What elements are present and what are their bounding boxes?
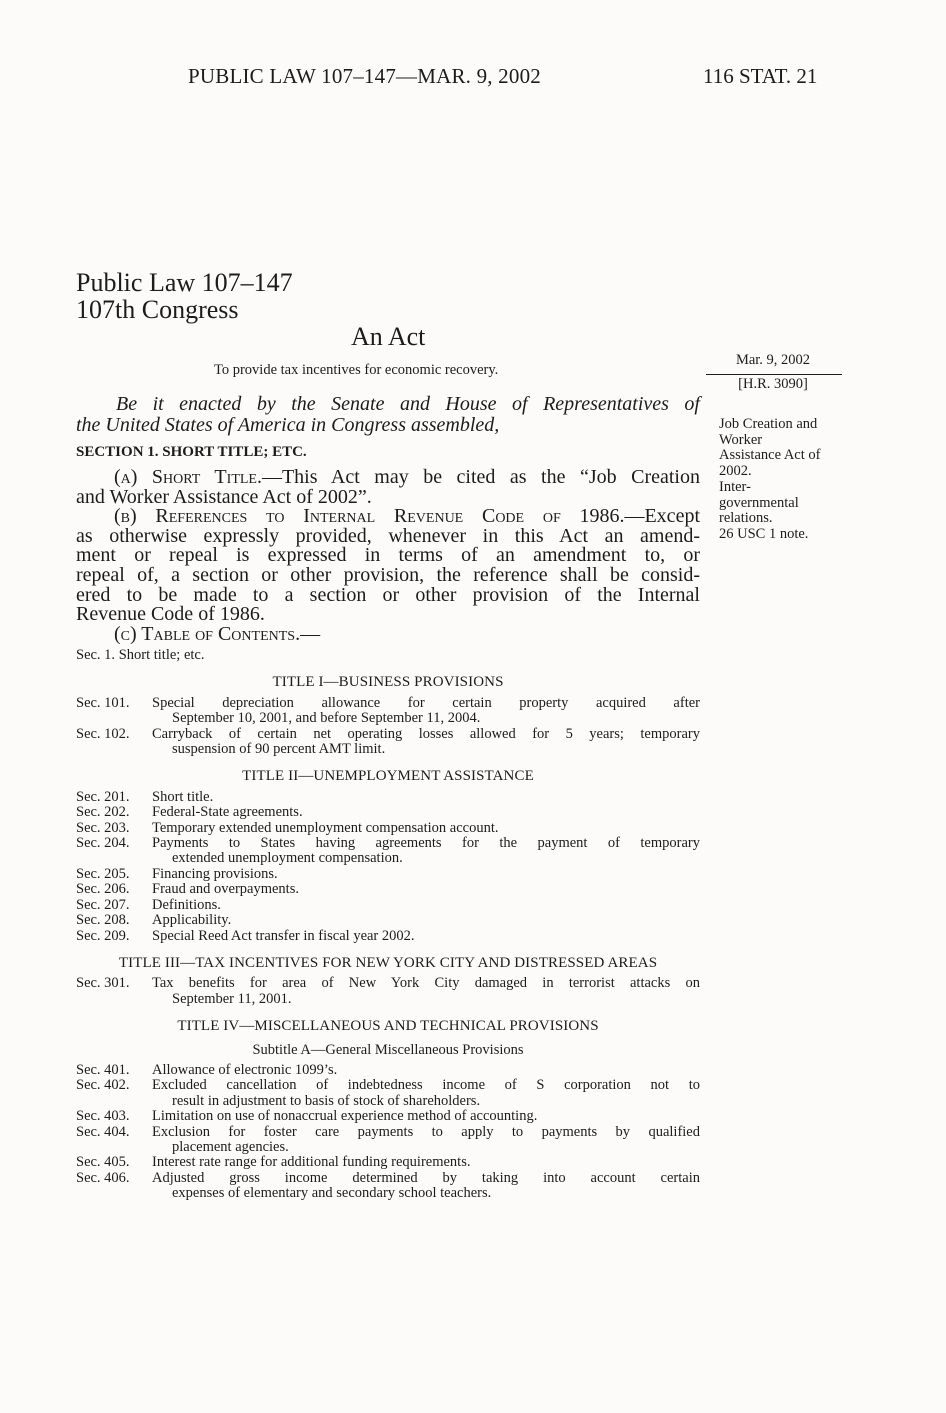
toc-entry xyxy=(76,1063,700,1078)
subsection-c-label: (c) Table of Contents.— xyxy=(114,622,321,645)
toc-entry-line: Allowance of electronic 1099’s. xyxy=(152,1061,338,1078)
toc-entry xyxy=(76,1171,700,1202)
toc-entry-text xyxy=(152,867,700,882)
subsection-b-line: Revenue Code of 1986. xyxy=(76,603,265,626)
subsection-a-line: and Worker Assistance Act of 2002”. xyxy=(76,485,372,508)
margin-note-line: 2002. xyxy=(719,463,752,480)
toc-entry-number: Sec. 206. xyxy=(76,881,130,898)
toc-entry-line: Short title. xyxy=(152,788,214,805)
toc-entry-text xyxy=(152,1155,700,1170)
toc-entry xyxy=(76,913,700,928)
toc-entry-line: Carryback of certain net operating losses allowed for 5 years; temporary xyxy=(152,725,700,742)
toc-entry-line: Limitation on use of nonaccrual experience method of accounting. xyxy=(152,1108,538,1125)
toc-entry-text xyxy=(152,790,700,805)
margin-note-line: 26 USC 1 note. xyxy=(719,525,809,542)
toc-entry-line: Applicability. xyxy=(152,912,232,929)
toc-entry-text: Short title; etc. xyxy=(118,647,205,663)
toc-entry-text xyxy=(152,727,700,758)
margin-note-line: relations. xyxy=(719,510,773,527)
toc-entry-number: Sec. 205. xyxy=(76,865,130,882)
toc-entry-line: Interest rate range for additional funding requirements. xyxy=(152,1154,471,1171)
toc-entry xyxy=(76,1078,700,1109)
toc-entry-line: Federal-State agreements. xyxy=(152,804,303,821)
toc-entry-continuation: extended unemployment compensation. xyxy=(172,850,403,867)
toc-entry xyxy=(76,867,700,882)
toc-entry-number: Sec. 102. xyxy=(76,725,130,742)
toc-entry-number: Sec. 203. xyxy=(76,819,130,836)
toc-entry xyxy=(76,790,700,805)
toc-entry xyxy=(76,696,700,727)
toc-entry-number: Sec. 401. xyxy=(76,1061,130,1078)
toc-entry-line: Financing provisions. xyxy=(152,865,278,882)
toc-entry xyxy=(76,727,700,758)
toc-entry-line: Definitions. xyxy=(152,896,221,913)
running-header-title: PUBLIC LAW 107–147—MAR. 9, 2002 xyxy=(188,64,541,88)
toc-entry-number: Sec. 404. xyxy=(76,1123,130,1140)
toc-entry-continuation: result in adjustment to basis of stock of shareholders. xyxy=(172,1092,481,1109)
toc-subtitle-heading: Subtitle A—General Miscellaneous Provisions xyxy=(252,1041,524,1058)
toc-title-4-list xyxy=(76,1063,700,1202)
enacting-clause-line: Be it enacted by the Senate and House of Representatives of xyxy=(116,393,700,415)
toc-entry xyxy=(76,882,700,897)
toc-entry-number: Sec. 405. xyxy=(76,1154,130,1171)
toc-title-heading: TITLE III—TAX INCENTIVES FOR NEW YORK CITY AND DISTRESSED AREAS xyxy=(118,954,658,971)
toc-title-3-list xyxy=(76,976,700,1007)
toc-entry-number: Sec. 301. xyxy=(76,975,130,992)
toc-entry-text xyxy=(152,929,700,944)
toc-entry xyxy=(76,929,700,944)
toc-entry-number: Sec. 406. xyxy=(76,1169,130,1186)
subsection-b-line xyxy=(76,507,700,527)
toc-entry-number: Sec. 402. xyxy=(76,1077,130,1094)
toc-entry-continuation: September 11, 2001. xyxy=(172,990,292,1007)
toc-entry-line: Special depreciation allowance for certain property acquired after xyxy=(152,694,700,711)
toc-entry xyxy=(76,1155,700,1170)
margin-note-line: governmental xyxy=(719,494,799,511)
toc-entry-text xyxy=(152,1109,700,1124)
toc-entry-text xyxy=(152,1171,700,1202)
margin-note-line: Job Creation and xyxy=(719,416,818,432)
toc-entry-continuation: September 10, 2001, and before September 11, 2004. xyxy=(172,710,481,727)
public-law-number: Public Law 107–147 xyxy=(76,268,293,297)
toc-entry xyxy=(76,898,700,913)
subsection-b-line: as otherwise expressly provided, whenever in this Act an amend- xyxy=(76,524,700,547)
toc-title-heading: TITLE IV—MISCELLANEOUS AND TECHNICAL PROVISIONS xyxy=(177,1018,599,1035)
toc-entry-continuation: suspension of 90 percent AMT limit. xyxy=(172,741,386,758)
toc-entry-line: Tax benefits for area of New York City damaged in terrorist attacks on xyxy=(152,975,700,992)
act-heading: An Act xyxy=(351,322,426,351)
toc-entry xyxy=(76,1109,700,1124)
subsection-b-line: ment or repeal is expressed in terms of an amendment to, or xyxy=(76,544,700,567)
toc-entry-text xyxy=(152,805,700,820)
toc-entry-continuation: placement agencies. xyxy=(172,1138,289,1155)
subsection-a-label: (a) Short Title.— xyxy=(114,466,282,488)
margin-notes xyxy=(719,417,847,543)
enacting-clause-line: the United States of America in Congress assembled, xyxy=(76,413,500,436)
toc-entry-line: Special Reed Act transfer in fiscal year 2002. xyxy=(152,927,415,944)
margin-date: Mar. 9, 2002 xyxy=(735,352,811,368)
subsection-b-line: repeal of, a section or other provision, the reference shall be consid- xyxy=(76,563,700,586)
toc-title-2-list xyxy=(76,790,700,944)
toc-entry xyxy=(76,976,700,1007)
toc-entry-line: Excluded cancellation of indebtedness income of S corporation not to xyxy=(152,1077,700,1094)
toc-entry-number: Sec. 201. xyxy=(76,788,130,805)
toc-entry-text xyxy=(152,821,700,836)
subsection-a-text: This Act may be cited as the “Job Creation xyxy=(281,466,700,488)
toc-entry-number: Sec. 1. xyxy=(76,647,116,663)
toc-entry-number: Sec. 101. xyxy=(76,694,130,711)
toc-entry-number: Sec. 204. xyxy=(76,835,130,852)
margin-note-line: Inter- xyxy=(719,478,751,495)
toc-entry-text xyxy=(152,696,700,727)
subsection-b-label: (b) References to Internal Revenue Code of 1986.— xyxy=(114,505,645,528)
toc-entry-text xyxy=(152,1078,700,1109)
toc-entry-continuation: expenses of elementary and secondary school teachers. xyxy=(172,1185,492,1202)
toc-entry-line: Adjusted gross income determined by taking into account certain xyxy=(152,1169,700,1186)
toc-entry xyxy=(76,648,700,663)
congress-number: 107th Congress xyxy=(76,295,239,324)
act-purpose: To provide tax incentives for economic recovery. xyxy=(214,362,499,378)
toc-entry xyxy=(76,1125,700,1156)
toc-title-heading: TITLE II—UNEMPLOYMENT ASSISTANCE xyxy=(242,768,534,785)
margin-note-line: Worker xyxy=(719,431,763,448)
toc-entry-text xyxy=(152,882,700,897)
toc-entry-line: Temporary extended unemployment compensation account. xyxy=(152,819,499,836)
toc-entry xyxy=(76,836,700,867)
toc-entry-text xyxy=(152,898,700,913)
subsection-b-line: ered to be made to a section or other provision of the Internal xyxy=(76,583,700,606)
statute-page-reference: 116 STAT. 21 xyxy=(703,64,818,88)
toc-entry-line: Fraud and overpayments. xyxy=(152,881,299,898)
toc-entry xyxy=(76,805,700,820)
table-of-contents xyxy=(76,648,700,1202)
toc-entry-number: Sec. 207. xyxy=(76,896,130,913)
toc-entry-text xyxy=(152,836,700,867)
subsection-b-text: Except xyxy=(644,505,700,528)
toc-entry-number: Sec. 209. xyxy=(76,927,130,944)
toc-entry-number: Sec. 202. xyxy=(76,804,130,821)
margin-bill-number: [H.R. 3090] xyxy=(738,376,808,392)
toc-title-heading: TITLE I—BUSINESS PROVISIONS xyxy=(272,674,504,691)
toc-entry-line: Payments to States having agreements for the payment of temporary xyxy=(152,835,700,852)
toc-entry-number: Sec. 403. xyxy=(76,1108,130,1125)
enacting-clause xyxy=(76,394,700,435)
margin-divider xyxy=(706,374,842,375)
toc-entry-text xyxy=(152,913,700,928)
section-heading: SECTION 1. SHORT TITLE; ETC. xyxy=(76,444,307,460)
toc-entry-text xyxy=(152,1125,700,1156)
toc-entry-line: Exclusion for foster care payments to apply to payments by qualified xyxy=(152,1123,700,1140)
toc-title-1-list xyxy=(76,696,700,758)
section-body xyxy=(76,468,700,644)
toc-entry-text xyxy=(152,976,700,1007)
subsection-a-line xyxy=(76,468,700,488)
toc-entry-text xyxy=(152,1063,700,1078)
margin-note-line: Assistance Act of xyxy=(719,447,821,464)
toc-entry xyxy=(76,821,700,836)
toc-entry-number: Sec. 208. xyxy=(76,912,130,929)
